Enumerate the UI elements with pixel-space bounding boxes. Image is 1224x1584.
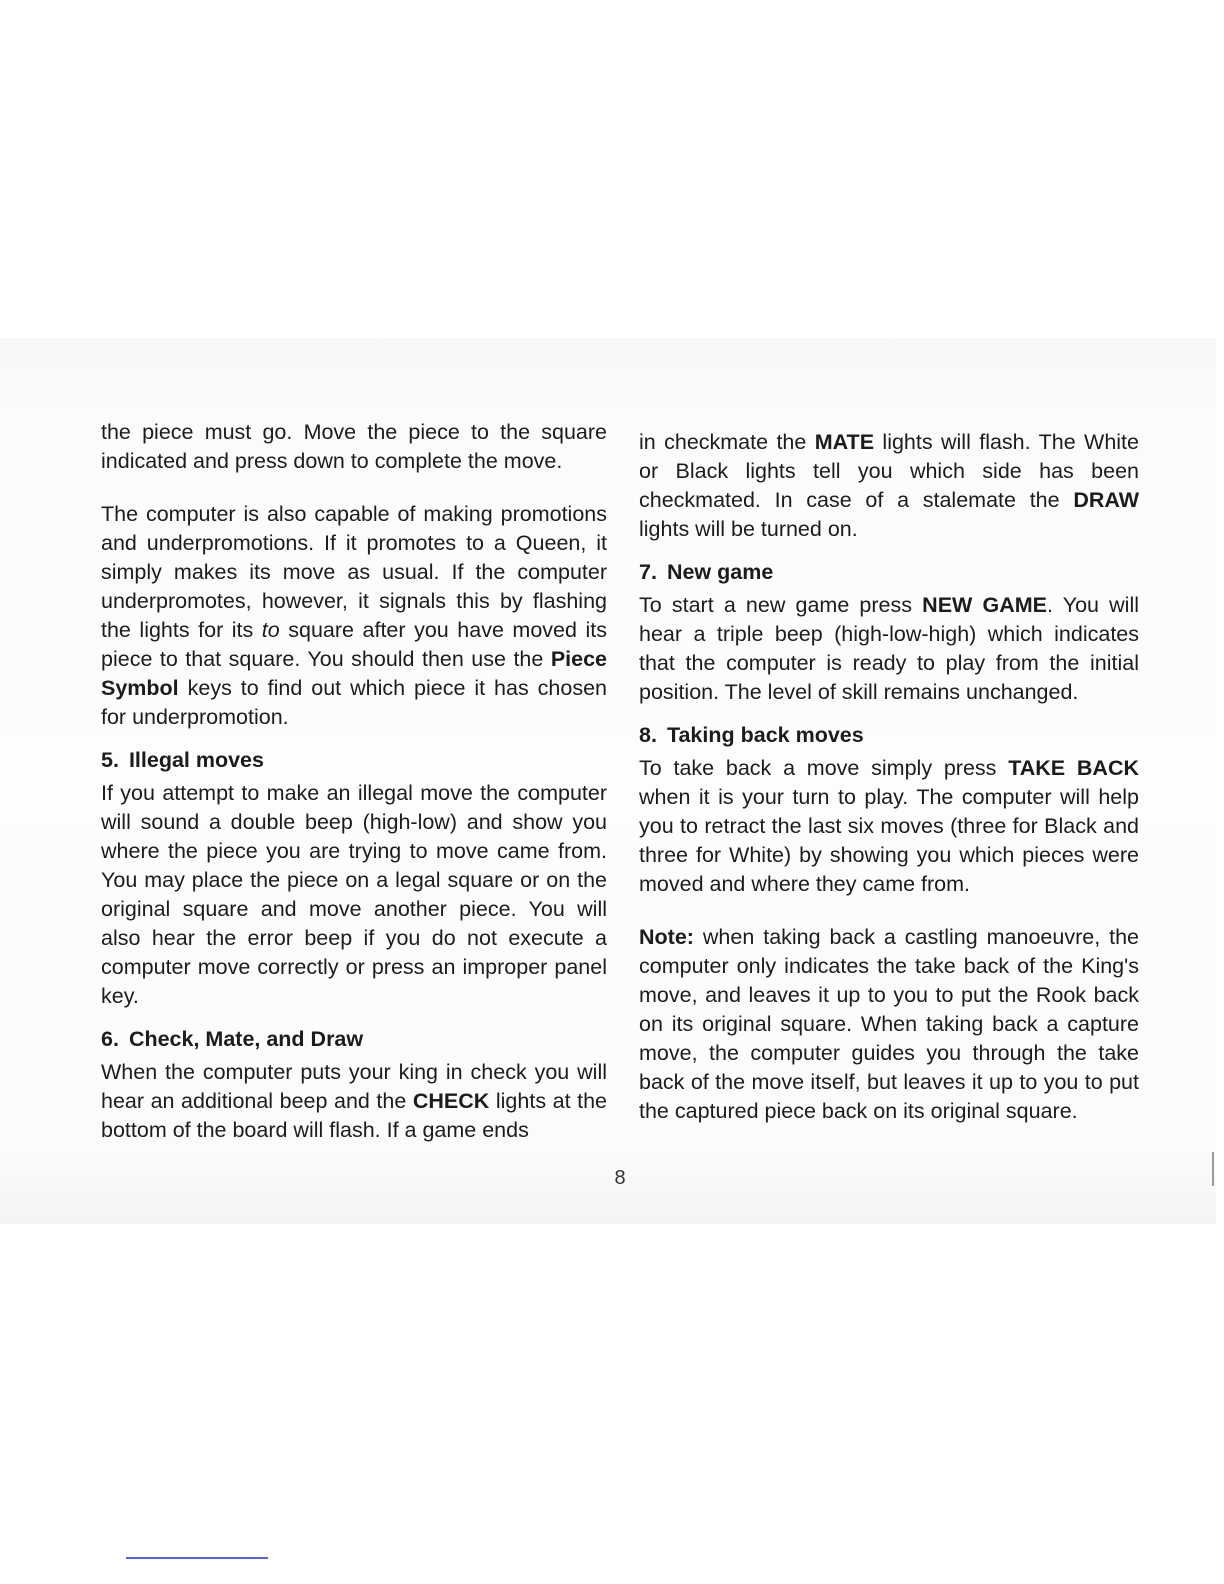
page-number: 8 <box>614 1167 626 1189</box>
right-paragraph-1: in checkmate the MATE lights will flash. The White or Black lights tell you which side has been checkmated. In case of a stalemate the DRAW lights will be turned on. <box>639 430 1139 541</box>
section-5-text: If you attempt to make an illegal move the computer will sound a double beep (high-low) and show you where the piece you are trying to move came from. You may place the piece on a legal square or on the original square and move another piece. You will also hear the error beep if you do not execute a computer move correctly or press an improper panel key. <box>101 781 607 1008</box>
section-8-text: To take back a move simply press TAKE BACK when it is your turn to play. The computer will help you to retract the last six moves (three for Black and three for White) by showing you which pieces were moved and where they came from. <box>639 756 1139 896</box>
scan-edge-mark <box>1212 1152 1214 1186</box>
footer-rule <box>126 1557 268 1559</box>
section-5-heading: 5. Illegal moves <box>101 748 264 772</box>
left-paragraph-promotions: The computer is also capable of making promotions and underpromotions. If it promotes to a Queen, it simply makes its move as usual. If the computer underpromotes, however, it signals this by flashing the lights for its to square after you have moved its piece to that square. You should then use the Piece Symbol keys to find out which piece it has chosen for underpromotion. <box>101 502 607 729</box>
left-paragraph-1: the piece must go. Move the piece to the square indicated and press down to complete the move. <box>101 420 607 473</box>
section-7-heading: 7. New game <box>639 560 774 584</box>
section-6-heading: 6. Check, Mate, and Draw <box>101 1027 364 1051</box>
note-paragraph: Note: when taking back a castling manoeuvre, the computer only indicates the take back of the King's move, and leaves it up to you to put the Rook back on its original square. When taking back a capture move, the computer guides you through the take back of the move itself, but leaves it up to you to put the captured piece back on its original square. <box>639 925 1139 1123</box>
right-column <box>639 428 1139 1126</box>
section-7-text: To start a new game press NEW GAME. You will hear a triple beep (high-low-high) which indicates that the computer is ready to play from the initial position. The level of skill remains unchanged. <box>639 593 1140 704</box>
section-8-heading: 8. Taking back moves <box>639 723 864 747</box>
section-6-text: When the computer puts your king in check you will hear an additional beep and the CHECK lights at the bottom of the board will flash. If a game ends <box>101 1060 607 1142</box>
left-column <box>101 418 607 1145</box>
